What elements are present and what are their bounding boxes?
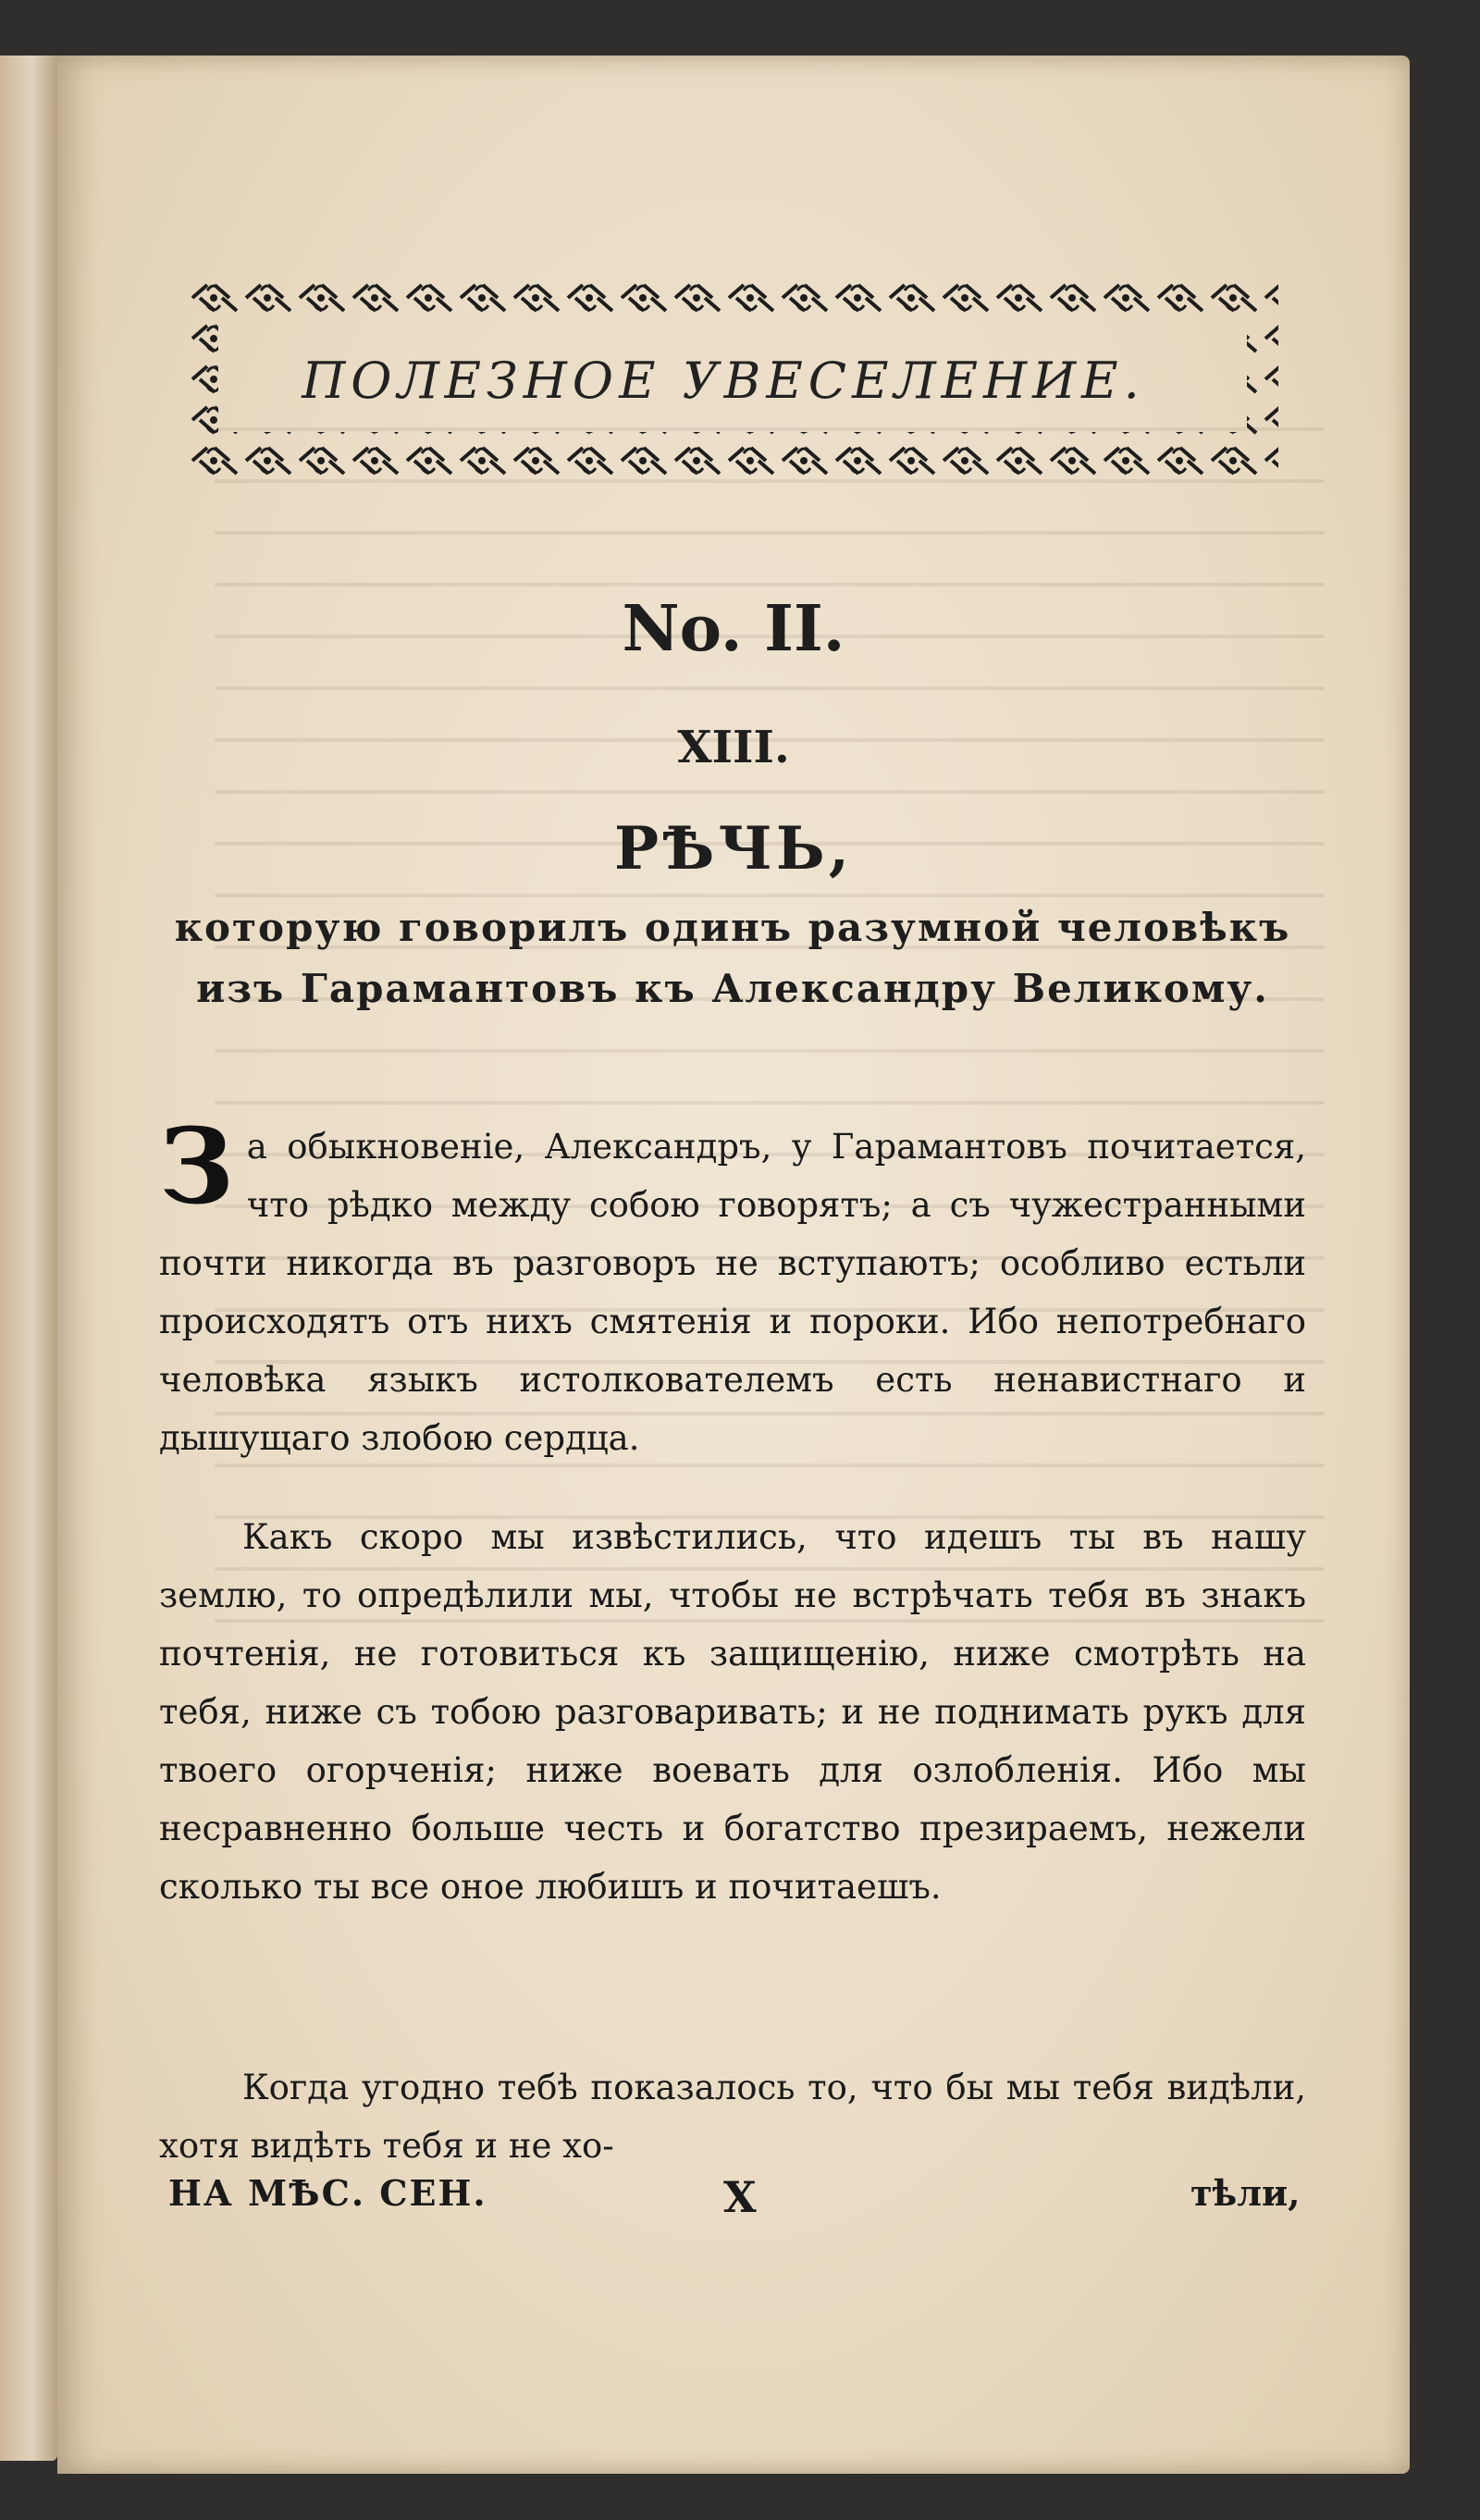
issue-number: No. II. [622,592,845,666]
paragraph-1 [159,1106,1306,1467]
speech-subtitle: которую говорилъ одинъ разумной человѣкъ изъ Гарамантовъ къ Александру Великому. [174,905,1291,1011]
speech-heading: РѢЧЬ, [614,814,853,883]
section-number: XIII. [677,722,790,773]
facing-page-edge [0,56,57,2461]
paragraph-1-text: а обыкновеніе, Александръ, у Гарамантовъ почитается, что рѣдко между собою говорятъ; а съ чужестранными почти никогда въ разговоръ не вступаютъ; особливо естьли происходятъ отъ нихъ смятенія и пороки. Ибо непотребнаго человѣка языкъ истолкователемъ есть ненавистнаго и дышущаго злобою сердца. [159,1127,1306,1458]
paragraph-3: Когда угодно тебѣ показалось то, что бы мы тебя видѣли, хотя видѣть тебя и не хо- [159,2068,1306,2166]
book-page [57,56,1410,2474]
signature-month: НА МѢС. СЕН. [168,2172,487,2214]
catchword: тѣли, [1190,2172,1301,2214]
periodical-title: ПОЛЕЗНОЕ УВЕСЕЛЕНИЕ. [302,352,1145,410]
drop-cap: З [159,1106,234,1228]
paragraph-2: Какъ скоро мы извѣстились, что идешъ ты въ нашу землю, то опредѣлили мы, чтобы не встрѣчать тебя въ знакъ почтенія, не готовиться къ защищенію, ниже смотрѣть на тебя, ниже съ тобою разговаривать; и не поднимать рукъ для твоего огорченія; ниже воевать для озлобленія. Ибо мы несравненно больше честь и богатство презираемъ, нежели сколько ты все оное любишъ и почитаешъ. [159,1517,1306,1907]
signature-letter: X [723,2172,757,2222]
